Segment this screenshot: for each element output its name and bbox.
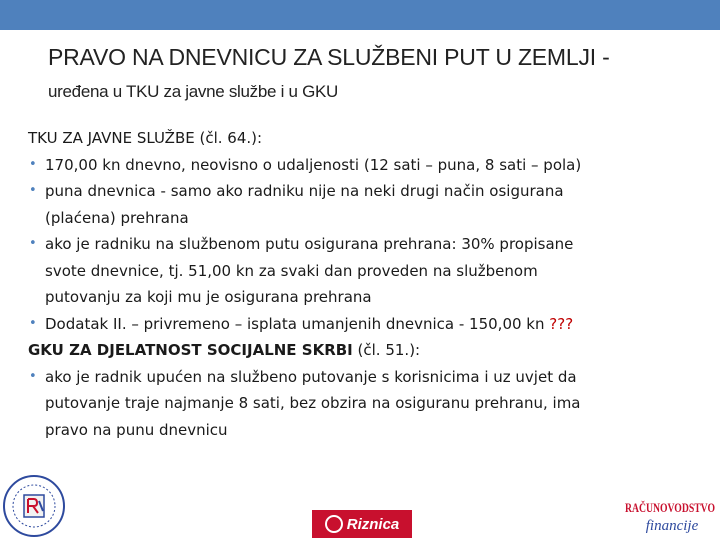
list-item: • ako je radnik upućen na službeno putovanje s korisnicima i uz uvjet da xyxy=(28,364,698,391)
list-item: • puna dnevnica - samo ako radniku nije na neki drugi način osigurana xyxy=(28,178,698,205)
riznica-logo: Riznica xyxy=(312,510,412,538)
list-item: • ako je radniku na službenom putu osigurana prehrana: 30% propisane xyxy=(28,231,698,258)
list-item-continuation: (plaćena) prehrana xyxy=(45,208,189,227)
list-item-continuation: putovanju za koji mu je osigurana prehrana xyxy=(45,288,372,306)
list-item-continuation: pravo na punu dnevnicu xyxy=(45,420,228,439)
gku-heading: GKU ZA DJELATNOST SOCIJALNE SKRBI (čl. 51.): xyxy=(28,341,421,359)
racunovodstvo-financije-logo xyxy=(622,494,718,538)
slide-title: PRAVO NA DNEVNICU ZA SLUŽBENI PUT U ZEMLJI - xyxy=(48,44,610,70)
svg-text:financije: financije xyxy=(645,518,699,534)
bullet-icon: • xyxy=(29,156,37,172)
list-item-continuation: putovanje traje najmanje 8 sati, bez obzira na osiguranu prehranu, ima xyxy=(45,394,581,412)
bullet-icon: • xyxy=(29,368,37,384)
tku-heading: TKU ZA JAVNE SLUŽBE (čl. 64.): xyxy=(28,129,263,147)
bullet-icon: • xyxy=(29,183,37,198)
riznica-mark-icon xyxy=(325,515,343,533)
question-marks: ??? xyxy=(549,314,574,333)
list-item-continuation: svote dnevnice, tj. 51,00 kn za svaki dan proveden na službenom xyxy=(45,261,538,280)
list-item: • 170,00 kn dnevno, neovisno o udaljenosti (12 sati – puna, 8 sati – pola) xyxy=(28,152,698,179)
bullet-icon: • xyxy=(29,236,37,251)
list-item: • Dodatak II. – privremeno – isplata umanjenih dnevnica - 150,00 kn ??? xyxy=(28,311,698,338)
seal-logo xyxy=(2,474,66,538)
slide-subtitle: uređena u TKU za javne službe i u GKU xyxy=(48,82,339,101)
svg-text:RAČUNOVODSTVO: RAČUNOVODSTVO xyxy=(625,500,715,515)
top-band xyxy=(0,0,720,30)
bullet-icon: • xyxy=(29,315,37,331)
slide-body xyxy=(28,125,698,443)
